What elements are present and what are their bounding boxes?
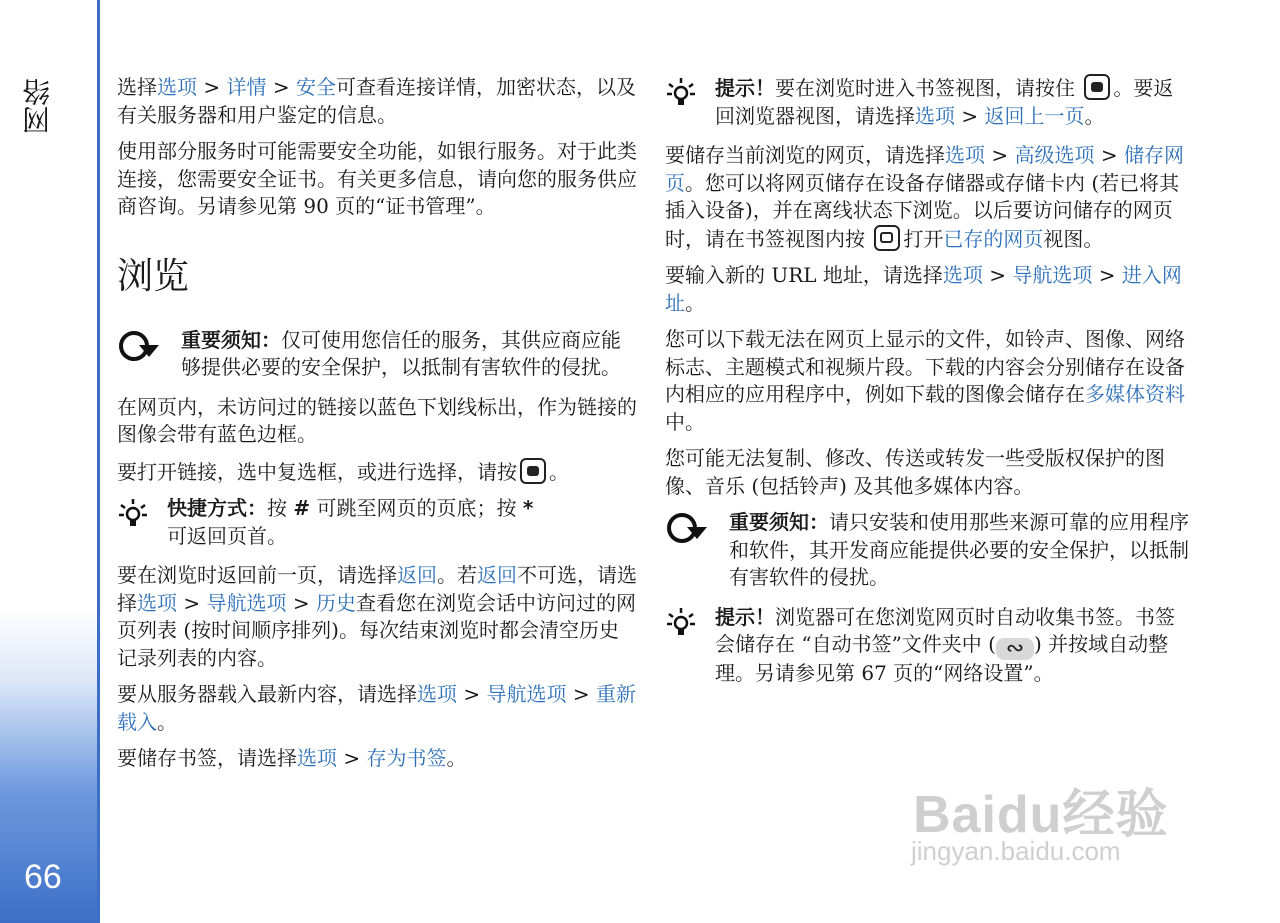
important-note xyxy=(117,327,637,382)
lightbulb-icon xyxy=(665,76,697,116)
menu-path-link: 详情 xyxy=(226,75,267,99)
menu-path-link: 已存的网页 xyxy=(943,226,1044,251)
right-column xyxy=(665,74,1190,700)
menu-path-link: 返回 xyxy=(397,563,437,587)
menu-path-link: 导航选项 xyxy=(1012,263,1093,287)
paragraph-bookmark: 要储存书签，请选择选项 > 存为书签。 xyxy=(117,746,467,770)
bookmark-tip-text: 提示！要在浏览时进入书签视图，请按住 。要返回浏览器视图，请选择选项 > 返回上一页。 xyxy=(715,76,1174,128)
menu-path-link: 存为书签 xyxy=(366,746,447,770)
menu-path-link: 选项 xyxy=(137,590,177,615)
section-heading-browse: 浏览 xyxy=(117,255,190,297)
lightbulb-icon xyxy=(117,497,149,537)
important-label: 重要须知： xyxy=(181,327,281,352)
menu-path-link: 导航选项 xyxy=(486,682,567,706)
important-icon xyxy=(117,329,161,371)
important-text: 仅可使用您信任的服务，其供应商应能够提供必要的安全保护，以抵制有害软件的侵扰。 xyxy=(181,327,621,379)
lightbulb-icon xyxy=(665,606,697,646)
menu-path-link: 重新载入 xyxy=(117,682,636,734)
menu-path-link: 选项 xyxy=(297,746,337,770)
paragraph-certificates: 使用部分服务时可能需要安全功能，如银行服务。对于此类连接，您需要安全证书。有关更多信息，请向您的服务供应商咨询。另请参见第 90 页的“证书管理”。 xyxy=(117,139,637,218)
tip-label: 提示！ xyxy=(715,604,775,629)
watermark-url: jingyan.baidu.com xyxy=(911,836,1121,866)
return-key-icon xyxy=(874,225,900,251)
menu-path-link: 安全 xyxy=(295,75,336,99)
menu-path-link: 选项 xyxy=(945,143,985,167)
left-column xyxy=(117,74,637,782)
important-label: 重要须知： xyxy=(729,510,829,534)
section-title: 网络 xyxy=(21,78,54,134)
menu-path-link: 返回 xyxy=(477,563,517,587)
menu-path-link: 历史 xyxy=(315,590,356,615)
hash-key: # xyxy=(293,496,311,520)
shortcut-label: 快捷方式： xyxy=(167,496,267,520)
menu-path-link: 选项 xyxy=(157,75,197,99)
menu-path-link: 导航选项 xyxy=(206,590,287,615)
menu-path-link: 选项 xyxy=(915,103,955,128)
paragraph-save-page: 要储存当前浏览的网页，请选择选项 > 高级选项 > 储存网页。您可以将网页储存在设备存储器或存储卡内 (若已将其插入设备)，并在离线状态下浏览。以后要访问储存的网页时，请在书签视图内按 打开已存的网页视图。 xyxy=(665,143,1184,251)
paragraph-open-link: 要打开链接，选中复选框，或进行选择，请按 。 xyxy=(117,459,569,484)
menu-path-link: 储存网页 xyxy=(665,143,1184,195)
menu-path-link: 选项 xyxy=(417,682,457,706)
paragraph-downloads: 您可以下载无法在网页上显示的文件，如铃声、图像、网络标志、主题模式和视频片段。下载的内容会分别储存在设备内相应的应用程序中，例如下载的图像会储存在多媒体资料中。 xyxy=(665,327,1185,434)
paragraph-reload: 要从服务器载入最新内容，请选择选项 > 导航选项 > 重新载入。 xyxy=(117,682,636,734)
important-text: 请只安装和使用那些来源可靠的应用程序和软件，其开发商应能提供必要的安全保护，以抵制有害软件的侵扰。 xyxy=(729,510,1189,589)
shortcut-tip: 快捷方式：按 # 可跳至网页的页底；按 * 可返回页首。 xyxy=(117,495,637,550)
auto-bookmark-tip: 提示！浏览器可在您浏览网页时自动收集书签。书签会储存在 “自动书签”文件夹中 ( ∾ ) 并按域自动整理。另请参见第 67 页的“网络设置”。 xyxy=(665,604,1190,688)
paragraph-enter-url: 要输入新的 URL 地址，请选择选项 > 导航选项 > 进入网址。 xyxy=(665,263,1182,315)
paragraph-security-details: 选择选项 > 详情 > 安全可查看连接详情，加密状态，以及有关服务器和用户鉴定的信息。 xyxy=(117,75,636,127)
tip-label: 提示！ xyxy=(715,76,775,100)
sidebar xyxy=(0,0,100,923)
menu-path-link: 多媒体资料 xyxy=(1085,382,1185,406)
menu-path-link: 进入网址 xyxy=(665,263,1182,315)
menu-path-link: 高级选项 xyxy=(1014,143,1095,167)
watermark-brand: Baidu经验 xyxy=(913,786,1169,844)
paragraph-links: 在网页内，未访问过的链接以蓝色下划线标出，作为链接的图像会带有蓝色边框。 xyxy=(117,394,637,446)
menu-path-link: 返回上一页 xyxy=(984,103,1085,128)
bookmark-tip xyxy=(665,74,1190,130)
star-key: * xyxy=(522,496,534,520)
paragraph-copyright: 您可能无法复制、修改、传送或转发一些受版权保护的图像、音乐 (包括铃声) 及其他多媒体内容。 xyxy=(665,446,1165,498)
baidu-watermark xyxy=(905,750,1205,870)
menu-path-link: 选项 xyxy=(942,263,983,287)
paragraph-back: 要在浏览时返回前一页，请选择返回。若返回不可选，请选择选项 > 导航选项 > 历史查看您在浏览会话中访问过的网页列表 (按时间顺序排列)。每次结束浏览时都会清空历史记录列表的内容。 xyxy=(117,563,637,670)
nav-key-icon xyxy=(520,458,546,484)
important-icon xyxy=(665,511,709,553)
page-number: 66 xyxy=(24,858,62,896)
web-key-icon: ∾ xyxy=(996,638,1034,660)
nav-key-icon xyxy=(1084,74,1110,100)
important-note-2 xyxy=(665,509,1190,592)
